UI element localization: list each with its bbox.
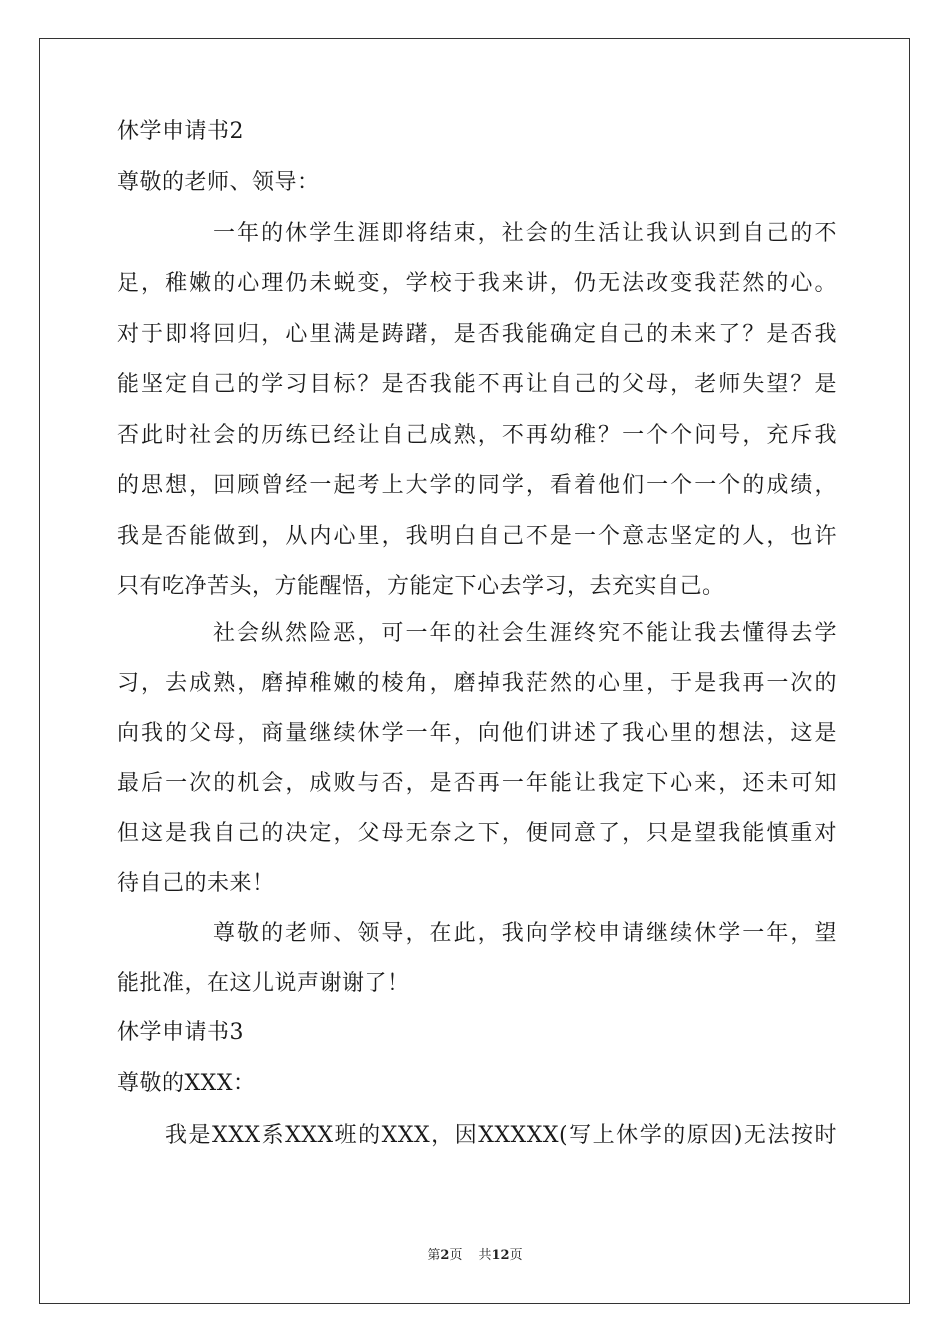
text-line: 休学申请书3 [117,1020,244,1045]
text-line: 的思想，回顾曾经一起考上大学的同学，看着他们一个一个的成绩， [117,473,837,498]
footer-total-pages: 12 [491,1248,510,1263]
footer-total-suffix: 页 [509,1248,523,1263]
text-line: 休学申请书2 [117,119,244,144]
text-line: 但这是我自己的决定，父母无奈之下，便同意了，只是望我能慎重对 [117,821,837,846]
footer-prefix: 第 [427,1248,441,1263]
footer-page-suffix: 页 [449,1248,463,1263]
text-line: 只有吃净苦头，方能醒悟，方能定下心去学习，去充实自己。 [117,574,725,599]
text-line: 能坚定自己的学习目标？是否我能不再让自己的父母，老师失望？是 [117,372,837,397]
text-line: 我是否能做到，从内心里，我明白自己不是一个意志坚定的人，也许 [117,524,837,549]
text-line: 一年的休学生涯即将结束，社会的生活让我认识到自己的不 [213,221,837,246]
text-line: 尊敬的老师、领导，在此，我向学校申请继续休学一年，望 [213,921,837,946]
text-line: 能批准，在这儿说声谢谢了！ [117,971,410,996]
footer-page-number: 2 [440,1248,450,1263]
text-line: 否此时社会的历练已经让自己成熟，不再幼稚？一个个问号，充斥我 [117,423,837,448]
text-line: 尊敬的老师、领导： [117,170,320,195]
text-line: 我是XXX系XXX班的XXX，因XXXXX(写上休学的原因)无法按时 [165,1123,837,1148]
text-line: 对于即将回归，心里满是踌躇，是否我能确定自己的未来了？是否我 [117,322,837,347]
footer-total-prefix: 共 [478,1248,492,1263]
text-line: 向我的父母，商量继续休学一年，向他们讲述了我心里的想法，这是 [117,721,837,746]
text-line: 社会纵然险恶，可一年的社会生涯终究不能让我去懂得去学 [213,621,837,646]
text-line: 待自己的未来！ [117,871,275,896]
text-line: 尊敬的XXX： [117,1071,256,1096]
text-line: 最后一次的机会，成败与否，是否再一年能让我定下心来，还未可知 [117,771,837,796]
page-footer [0,1247,950,1265]
text-line: 足，稚嫩的心理仍未蜕变，学校于我来讲，仍无法改变我茫然的心。 [117,271,837,296]
text-line: 习，去成熟，磨掉稚嫩的棱角，磨掉我茫然的心里，于是我再一次的 [117,671,837,696]
